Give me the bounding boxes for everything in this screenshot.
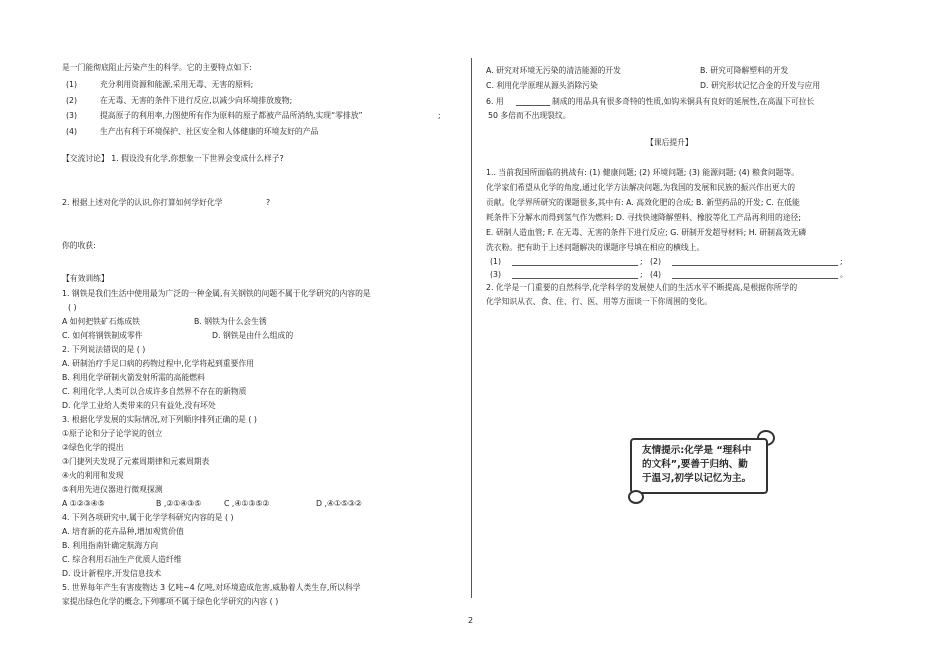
sequence-item: ①原子论和分子论学说的创立 [62, 429, 163, 438]
exercise-option: B. 利用指南针确定航海方向 [62, 541, 159, 550]
intro-text: 是一门能彻底阻止污染产生的科学。它的主要特点如下: [62, 63, 252, 72]
feature-number: (4) [66, 127, 78, 136]
blank-end: 。 [840, 270, 848, 279]
question-line: 2. 化学是一门重要的自然科学,化学科学的发展使人们的生活水平不断提高,是根据你所学的 [486, 283, 798, 292]
exercise-option: C ,④①③⑤② [224, 499, 270, 508]
fill-question-text: 制成的用品具有很多奇特的性质,如钩米铜具有良好的延展性,在高温下可拉长 [552, 97, 815, 106]
feature-number: (1) [66, 80, 78, 89]
exercise-option: A. 研制治疗手足口病的药物过程中,化学将起到重要作用 [62, 359, 254, 368]
fill-in-blank[interactable] [516, 96, 550, 111]
feature-tail: ; [438, 111, 441, 120]
sequence-item: ⑤利用先进仪器进行微观探测 [62, 485, 163, 494]
exercise-option: C. 利用化学原理从源头消除污染 [486, 81, 598, 90]
feature-text: 提高原子的利用率,力图使所有作为原料的原子都被产品所消纳,实现“零排放” [100, 111, 363, 120]
tip-line: 友情提示:化学是 “理科中 [642, 445, 752, 456]
exercise-option: A ①②③④⑤ [62, 499, 105, 508]
fill-question-prefix: 6. 用 [486, 97, 504, 106]
exercise-option: B ,②①④③⑤ [156, 499, 202, 508]
sequence-item: ②绿色化学的提出 [62, 443, 124, 452]
fill-question-text: 50 多倍而不出现裂纹。 [488, 111, 571, 120]
sequence-item: ④火的利用和发现 [62, 471, 124, 480]
exercise-option: B. 钢铁为什么会生锈 [194, 317, 267, 326]
blank-end: ; [640, 257, 643, 266]
tip-line: 的文科”,要善于归纳、勤 [642, 459, 748, 470]
question-line: 化学家们希望从化学的角度,通过化学方法解决问题,为我国的发展和民族的振兴作出更大的 [486, 183, 796, 192]
exercise-option: B. 研究可降解塑料的开发 [700, 66, 789, 75]
blank-label: (1) [490, 257, 502, 266]
gain-label: 你的收获: [62, 241, 96, 250]
question-line: 洗衣粉。把有助于上述问题解决的课题序号填在相应的横线上。 [486, 243, 705, 252]
page-number: 2 [468, 616, 474, 625]
friendly-tip-box [630, 438, 768, 494]
blank-label: (2) [650, 257, 662, 266]
exercise-option: D. 钢铁是由什么组成的 [212, 331, 294, 340]
exercise-option: A. 培育新的花卉品种,增加观赏价值 [62, 527, 184, 536]
exercise-option: D. 研究形状记忆合金的开发与应用 [700, 81, 821, 90]
exercise-option: C. 综合利用石油生产优质人造纤维 [62, 555, 182, 564]
exercise-line: 3. 根据化学发展的实际情况,对下列顺序排列正确的是 ( ) [62, 415, 257, 424]
feature-text: 在无毒、无害的条件下进行反应,以减少向环境排放废物; [100, 96, 293, 105]
exercise-line: 家提出绿色化学的概念,下列哪项不属于绿色化学研究的内容 ( ) [62, 597, 279, 606]
exercise-option: C. 利用化学,人类可以合成许多自然界不存在的新物质 [62, 387, 247, 396]
exercise-option: B. 利用化学研制火箭发射所需的高能燃料 [62, 373, 205, 382]
question-line: 1.. 当前我国所面临的挑战有: (1) 健康问题; (2) 环境问题; (3) 能源问题; (4) 粮食问题等。 [486, 168, 800, 177]
exercise-line: ( ) [68, 303, 77, 312]
discussion-question: 【交流讨论】 1. 假设没有化学,你想象一下世界会变成什么样子? [62, 154, 284, 163]
question-line: E. 研制人造血管; F. 在无毒、无害的条件下进行反应; G. 研制开发超导材料; H. 研制高效无磷 [486, 228, 807, 237]
exercise-option: D. 设计新程序,开发信息技术 [62, 569, 162, 578]
exercise-line: 5. 世界每年产生有害废物达 3 亿吨~4 亿吨,对环境造成危害,威胁着人类生存,所以科学 [62, 583, 361, 592]
question-line: 化学知识从衣、食、住、行、医、用等方面谈一下你周围的变化。 [486, 297, 713, 306]
feature-number: (3) [66, 111, 78, 120]
feature-text: 充分利用资源和能源,采用无毒、无害的原料; [100, 80, 254, 89]
exercise-option: A. 研究对环境无污染的清洁能源的开发 [486, 66, 621, 75]
question-line: 贡献。化学界所研究的课题很多,其中有: A. 高效化肥的合成; B. 新型药品的开发; C. 在低能 [486, 198, 800, 207]
exercise-line: 1. 钢铁是我们生活中使用最为广泛的一种金属,有关钢铁的问题不属于化学研究的内容的是 [62, 289, 371, 298]
exercise-line: 2. 下列说法错误的是 ( ) [62, 345, 146, 354]
blank-end: ; [840, 257, 843, 266]
sequence-item: ③门捷列夫发现了元素周期律和元素周期表 [62, 457, 210, 466]
question-line: 耗条件下分解水而得到氢气作为燃料; D. 寻找快速降解塑料、橡胶等化工产品再利用的途径; [486, 213, 801, 222]
exercise-option: D ,④①⑤③② [316, 499, 362, 508]
question-mark: ? [266, 198, 271, 207]
scroll-curl-bottom [628, 490, 644, 504]
exercise-option: A 如何把铁矿石炼成铁 [62, 317, 140, 326]
blank-label: (4) [650, 270, 662, 279]
feature-number: (2) [66, 96, 78, 105]
feature-text: 生产出有利于环境保护、社区安全和人体健康的环境友好的产品 [100, 127, 319, 136]
blank-end: ; [640, 270, 643, 279]
column-divider [471, 58, 472, 598]
exercise-line: 4. 下列各项研究中,属于化学学科研究内容的是 ( ) [62, 513, 234, 522]
tip-line: 于温习,初学以记忆为主。 [642, 473, 752, 484]
study-question: 2. 根据上述对化学的认识,你打算如何学好化学 [62, 198, 223, 207]
exercise-option: D. 化学工业给人类带来的只有益处,没有坏处 [62, 401, 216, 410]
training-title: 【有效训练】 [62, 274, 109, 283]
exercise-option: C. 如何将钢铁制成零件 [62, 331, 143, 340]
blank-label: (3) [490, 270, 502, 279]
after-class-title: 【课后提升】 [646, 138, 693, 147]
